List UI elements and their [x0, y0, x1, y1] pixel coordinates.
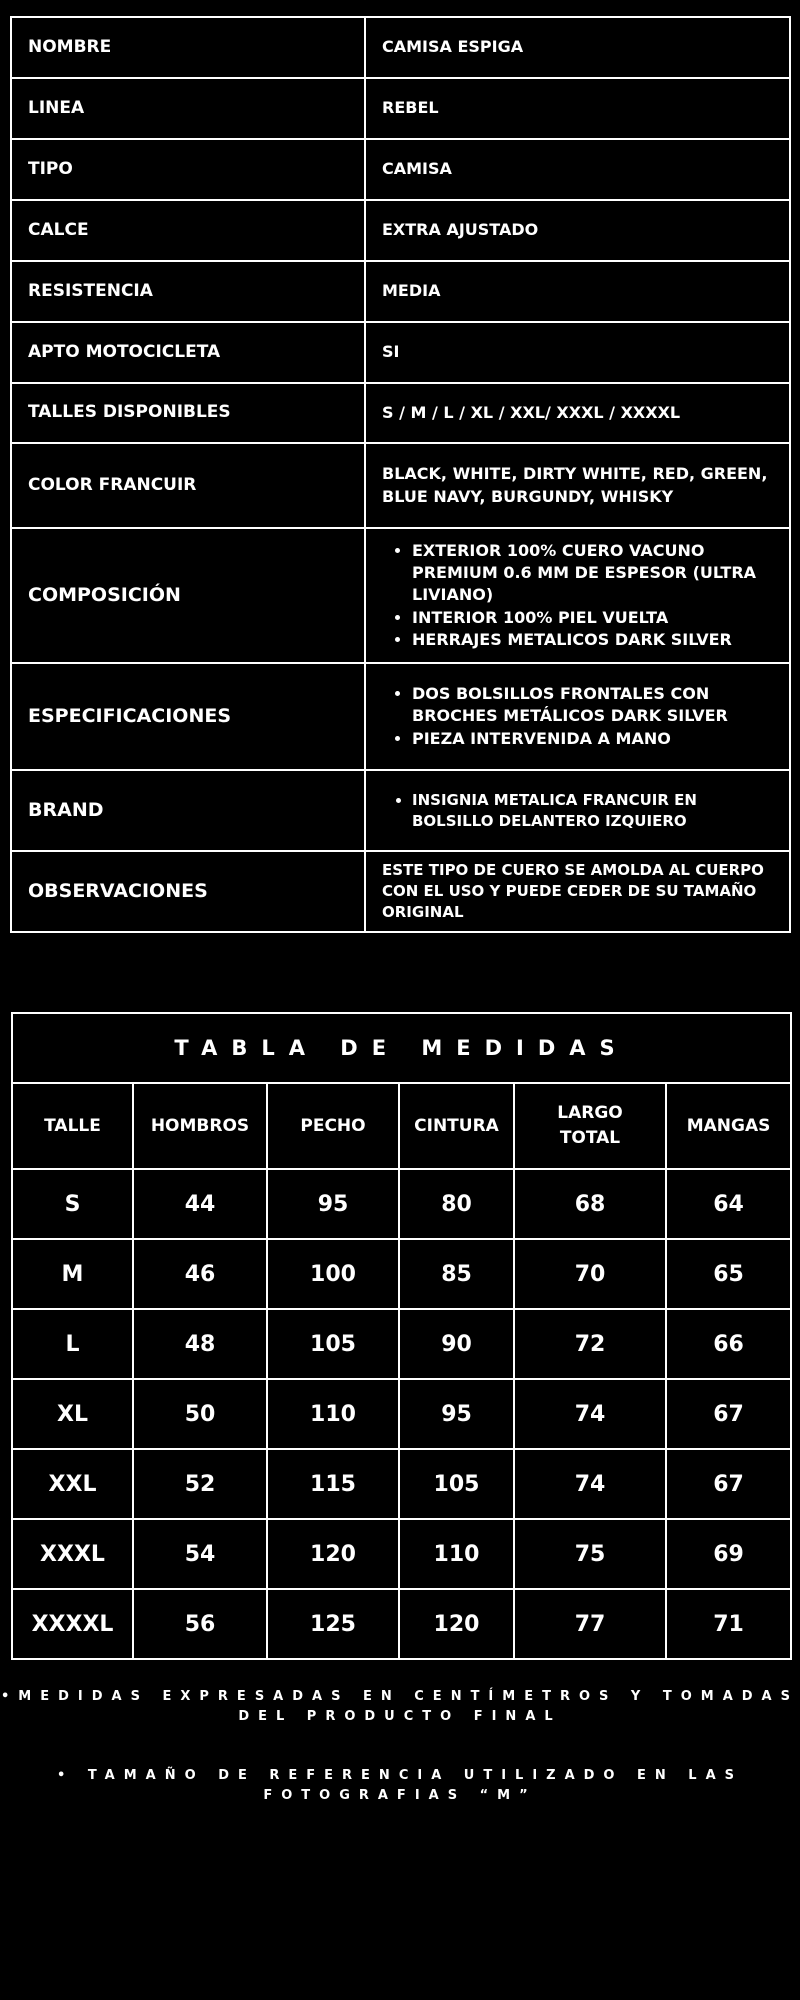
- table-cell: 80: [399, 1169, 514, 1239]
- spec-row-calce: [11, 200, 790, 261]
- spec-value: ESTE TIPO DE CUERO SE AMOLDA AL CUERPO CON EL USO Y PUEDE CEDER DE SU TAMAÑO ORIGINAL: [365, 851, 790, 932]
- spec-row-brand: [11, 770, 790, 851]
- table-row: [12, 1239, 791, 1309]
- column-header: CINTURA: [399, 1083, 514, 1169]
- size-chart-table: [11, 1012, 792, 1660]
- table-cell: 110: [399, 1519, 514, 1589]
- table-cell: 105: [399, 1449, 514, 1519]
- spec-row-apto-motocicleta: [11, 322, 790, 383]
- table-cell: 71: [666, 1589, 791, 1659]
- table-cell: 90: [399, 1309, 514, 1379]
- table-cell: 125: [267, 1589, 399, 1659]
- spec-row-color: [11, 443, 790, 528]
- table-row: [12, 1379, 791, 1449]
- spec-key: COLOR FRANCUIR: [11, 443, 365, 528]
- spec-row-linea: [11, 78, 790, 139]
- table-cell: 120: [267, 1519, 399, 1589]
- spec-key: NOMBRE: [11, 17, 365, 78]
- table-cell: 66: [666, 1309, 791, 1379]
- table-cell: XXL: [12, 1449, 133, 1519]
- spec-value: BLACK, WHITE, DIRTY WHITE, RED, GREEN, BLUE NAVY, BURGUNDY, WHISKY: [365, 443, 790, 528]
- spec-row-observaciones: [11, 851, 790, 932]
- list-item: • INSIGNIA METALICA FRANCUIR EN BOLSILLO DELANTERO IZQUIERO: [412, 790, 773, 832]
- column-header: PECHO: [267, 1083, 399, 1169]
- table-cell: XXXL: [12, 1519, 133, 1589]
- list-item: • PIEZA INTERVENIDA A MANO: [412, 728, 773, 750]
- table-cell: 46: [133, 1239, 267, 1309]
- spec-key: LINEA: [11, 78, 365, 139]
- table-cell: 105: [267, 1309, 399, 1379]
- table-cell: 100: [267, 1239, 399, 1309]
- column-header: LARGO TOTAL: [514, 1083, 666, 1169]
- table-cell: 44: [133, 1169, 267, 1239]
- spec-key: COMPOSICIÓN: [11, 528, 365, 663]
- spec-row-especificaciones: [11, 663, 790, 770]
- table-cell: 75: [514, 1519, 666, 1589]
- spec-value: [365, 528, 790, 663]
- table-cell: 56: [133, 1589, 267, 1659]
- measurement-note: •MEDIDAS EXPRESADAS EN CENTÍMETROS Y TOMADAS DEL PRODUCTO FINAL: [1, 1689, 799, 1725]
- size-table-title-row: [12, 1013, 791, 1083]
- table-row: [12, 1519, 791, 1589]
- spec-value: CAMISA: [365, 139, 790, 200]
- table-cell: 120: [399, 1589, 514, 1659]
- spec-key: TIPO: [11, 139, 365, 200]
- size-table-header-row: [12, 1083, 791, 1169]
- table-cell: 65: [666, 1239, 791, 1309]
- spec-value: CAMISA ESPIGA: [365, 17, 790, 78]
- brand-list: [382, 790, 773, 832]
- column-header: MANGAS: [666, 1083, 791, 1169]
- list-item: • DOS BOLSILLOS FRONTALES CON BROCHES METÁLICOS DARK SILVER: [412, 683, 773, 728]
- spec-key: CALCE: [11, 200, 365, 261]
- spec-row-resistencia: [11, 261, 790, 322]
- table-cell: S: [12, 1169, 133, 1239]
- list-item: • HERRAJES METALICOS DARK SILVER: [412, 629, 773, 651]
- spec-value: S / M / L / XL / XXL/ XXXL / XXXXL: [365, 383, 790, 443]
- column-header: TALLE: [12, 1083, 133, 1169]
- table-cell: 68: [514, 1169, 666, 1239]
- table-cell: 54: [133, 1519, 267, 1589]
- spec-key: ESPECIFICACIONES: [11, 663, 365, 770]
- table-cell: 74: [514, 1449, 666, 1519]
- table-row: [12, 1589, 791, 1659]
- table-cell: XL: [12, 1379, 133, 1449]
- table-cell: 74: [514, 1379, 666, 1449]
- table-cell: 50: [133, 1379, 267, 1449]
- table-cell: 110: [267, 1379, 399, 1449]
- spec-value: SI: [365, 322, 790, 383]
- composition-list: [382, 540, 773, 652]
- table-cell: 115: [267, 1449, 399, 1519]
- table-cell: 95: [267, 1169, 399, 1239]
- list-item: • INTERIOR 100% PIEL VUELTA: [412, 607, 773, 629]
- spec-value: [365, 663, 790, 770]
- table-row: [12, 1169, 791, 1239]
- table-row: [12, 1449, 791, 1519]
- spec-row-composicion: [11, 528, 790, 663]
- table-cell: 85: [399, 1239, 514, 1309]
- spec-key: RESISTENCIA: [11, 261, 365, 322]
- column-header: HOMBROS: [133, 1083, 267, 1169]
- reference-size-note: • TAMAÑO DE REFERENCIA UTILIZADO EN LAS FOTOGRAFIAS “M”: [56, 1768, 744, 1804]
- table-cell: 95: [399, 1379, 514, 1449]
- table-cell: XXXXL: [12, 1589, 133, 1659]
- specifications-list: [382, 683, 773, 750]
- table-cell: 52: [133, 1449, 267, 1519]
- product-spec-table: [10, 16, 791, 933]
- table-cell: 70: [514, 1239, 666, 1309]
- spec-row-talles-disponibles: [11, 383, 790, 443]
- spec-key: OBSERVACIONES: [11, 851, 365, 932]
- table-row: [12, 1309, 791, 1379]
- spec-row-nombre: [11, 17, 790, 78]
- spec-key: TALLES DISPONIBLES: [11, 383, 365, 443]
- spec-row-tipo: [11, 139, 790, 200]
- spec-value: [365, 770, 790, 851]
- list-item: • EXTERIOR 100% CUERO VACUNO PREMIUM 0.6 MM DE ESPESOR (ULTRA LIVIANO): [412, 540, 773, 607]
- table-cell: 69: [666, 1519, 791, 1589]
- table-cell: 48: [133, 1309, 267, 1379]
- spec-value: REBEL: [365, 78, 790, 139]
- size-table-body: [12, 1169, 791, 1659]
- table-cell: 64: [666, 1169, 791, 1239]
- size-table-title: TABLA DE MEDIDAS: [12, 1013, 791, 1083]
- spec-key: APTO MOTOCICLETA: [11, 322, 365, 383]
- table-cell: 77: [514, 1589, 666, 1659]
- table-cell: 72: [514, 1309, 666, 1379]
- table-cell: M: [12, 1239, 133, 1309]
- table-cell: L: [12, 1309, 133, 1379]
- spec-key: BRAND: [11, 770, 365, 851]
- spec-value: MEDIA: [365, 261, 790, 322]
- table-cell: 67: [666, 1449, 791, 1519]
- spec-value: EXTRA AJUSTADO: [365, 200, 790, 261]
- table-cell: 67: [666, 1379, 791, 1449]
